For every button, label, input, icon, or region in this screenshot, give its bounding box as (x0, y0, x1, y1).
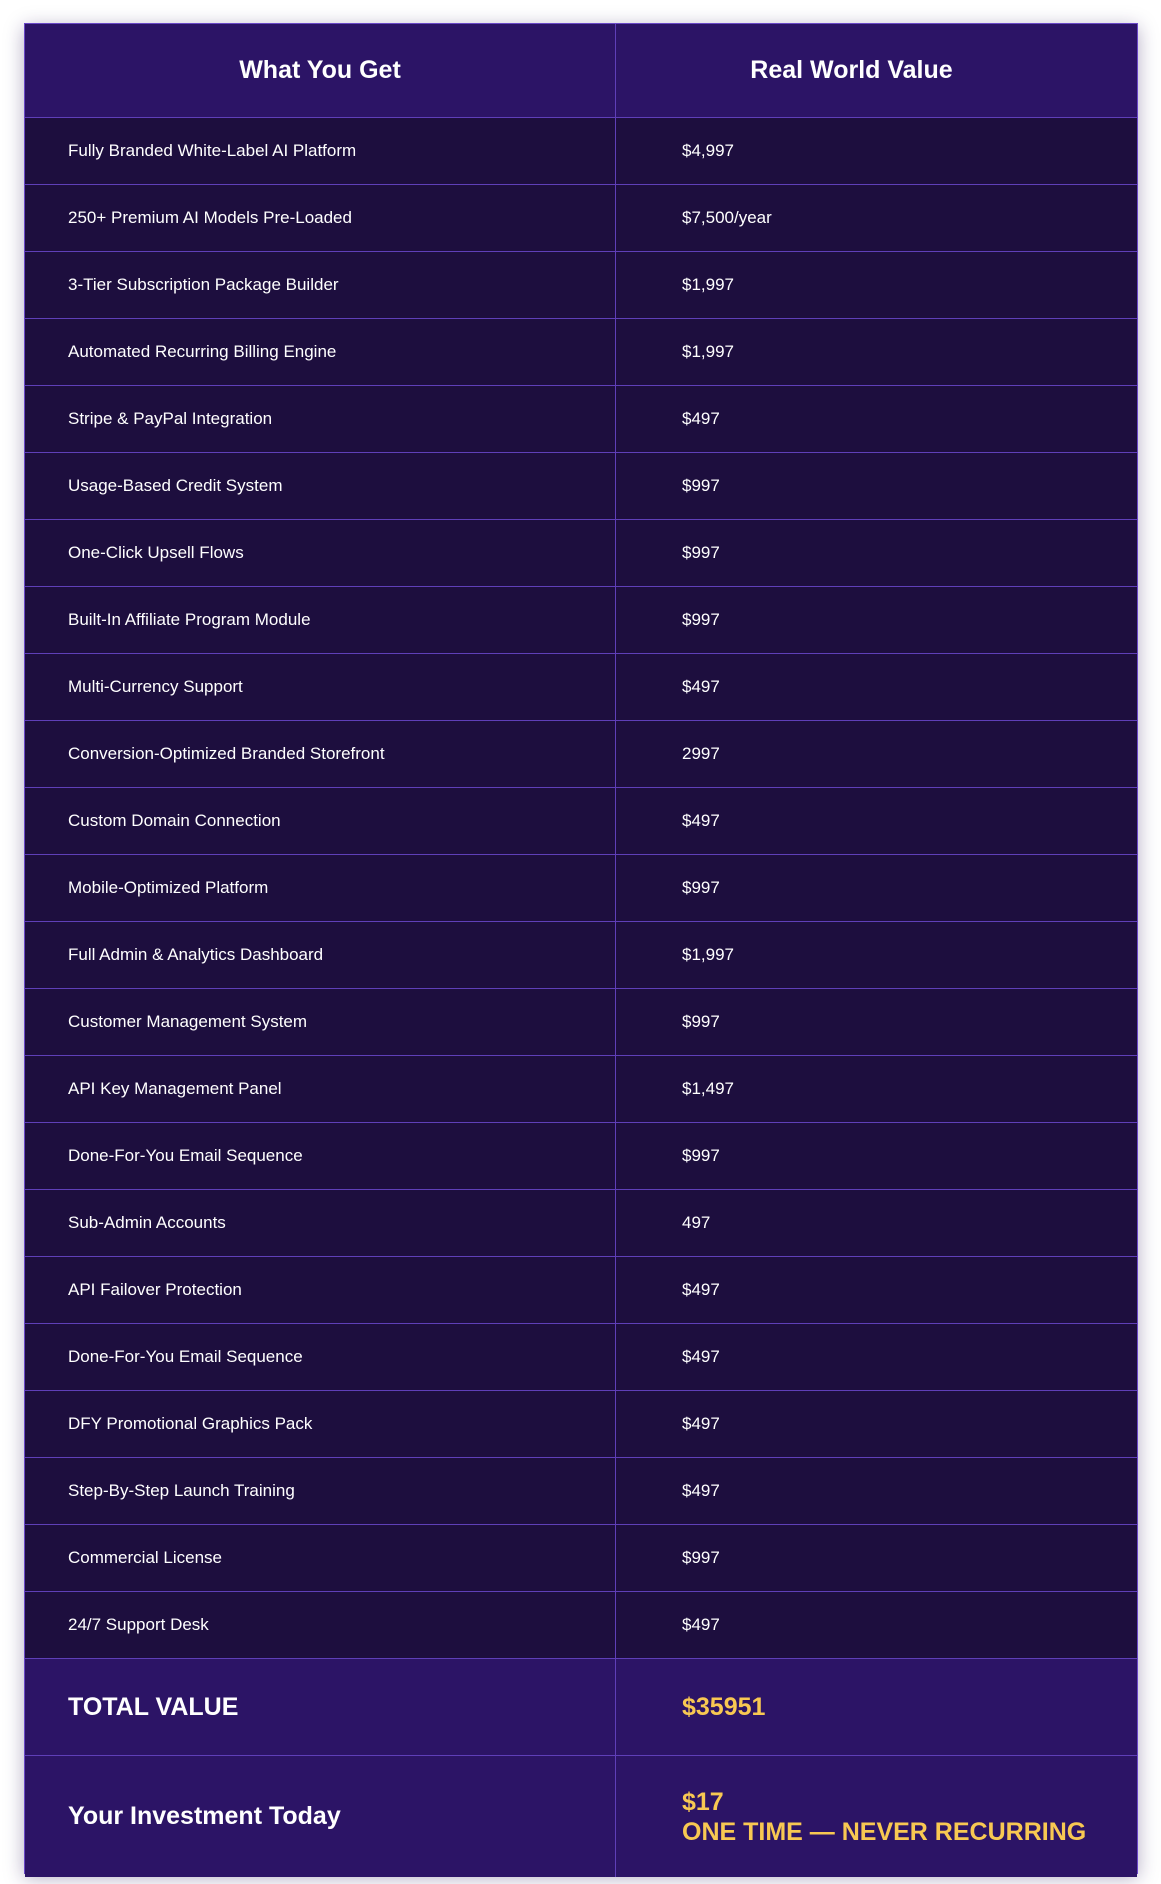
feature-name: Commercial License (25, 1525, 616, 1591)
investment-row (25, 1756, 1137, 1877)
feature-name: API Failover Protection (25, 1257, 616, 1323)
feature-name: Conversion-Optimized Branded Storefront (25, 721, 616, 787)
table-header (25, 24, 1137, 118)
table-row (25, 185, 1137, 252)
table-row (25, 587, 1137, 654)
feature-value: 2997 (682, 744, 720, 763)
feature-name: Done-For-You Email Sequence (25, 1123, 616, 1189)
table-row (25, 386, 1137, 453)
feature-value: $497 (682, 1414, 720, 1433)
feature-name: DFY Promotional Graphics Pack (25, 1391, 616, 1457)
feature-name: 24/7 Support Desk (25, 1592, 616, 1658)
investment-price-block (616, 1756, 1137, 1877)
feature-value: $497 (682, 1481, 720, 1500)
table-row (25, 788, 1137, 855)
table-row (25, 654, 1137, 721)
total-value: $35951 (682, 1692, 766, 1721)
value-table (25, 24, 1137, 1877)
feature-value: $997 (682, 476, 720, 495)
feature-name: 250+ Premium AI Models Pre-Loaded (25, 185, 616, 251)
feature-name: Automated Recurring Billing Engine (25, 319, 616, 385)
investment-label: Your Investment Today (25, 1756, 616, 1877)
feature-value: $7,500/year (682, 208, 772, 227)
feature-name: API Key Management Panel (25, 1056, 616, 1122)
feature-name: Built-In Affiliate Program Module (25, 587, 616, 653)
feature-value: $497 (682, 1280, 720, 1299)
table-row (25, 855, 1137, 922)
table-row (25, 453, 1137, 520)
feature-value: $997 (682, 1146, 720, 1165)
feature-value: $497 (682, 1615, 720, 1634)
feature-name: Multi-Currency Support (25, 654, 616, 720)
feature-value: $1,997 (682, 275, 734, 294)
table-row (25, 989, 1137, 1056)
feature-name: Custom Domain Connection (25, 788, 616, 854)
header-value: Real World Value (750, 56, 953, 84)
feature-name: Stripe & PayPal Integration (25, 386, 616, 452)
feature-value: $997 (682, 543, 720, 562)
feature-value: $997 (682, 878, 720, 897)
table-row (25, 1123, 1137, 1190)
table-row (25, 1324, 1137, 1391)
feature-value: $497 (682, 677, 720, 696)
table-row (25, 520, 1137, 587)
feature-name: Mobile-Optimized Platform (25, 855, 616, 921)
table-row (25, 1592, 1137, 1659)
total-row (25, 1659, 1137, 1756)
table-row (25, 1056, 1137, 1123)
value-stack-card (24, 23, 1138, 1874)
table-row (25, 1190, 1137, 1257)
feature-value: $997 (682, 1012, 720, 1031)
table-row (25, 1391, 1137, 1458)
table-row (25, 319, 1137, 386)
feature-name: Done-For-You Email Sequence (25, 1324, 616, 1390)
feature-name: Fully Branded White-Label AI Platform (25, 118, 616, 184)
feature-value: $1,997 (682, 342, 734, 361)
feature-name: One-Click Upsell Flows (25, 520, 616, 586)
table-row (25, 1257, 1137, 1324)
feature-name: Sub-Admin Accounts (25, 1190, 616, 1256)
feature-name: Step-By-Step Launch Training (25, 1458, 616, 1524)
feature-value: $997 (682, 1548, 720, 1567)
table-row (25, 721, 1137, 788)
feature-value: $497 (682, 1347, 720, 1366)
feature-value: $1,497 (682, 1079, 734, 1098)
total-label: TOTAL VALUE (25, 1659, 616, 1755)
feature-value: $497 (682, 811, 720, 830)
feature-name: 3-Tier Subscription Package Builder (25, 252, 616, 318)
table-row (25, 1458, 1137, 1525)
table-row (25, 118, 1137, 185)
feature-value: $1,997 (682, 945, 734, 964)
feature-value: 497 (682, 1213, 711, 1232)
feature-value: $4,997 (682, 141, 734, 160)
header-feature: What You Get (25, 24, 616, 117)
investment-price: $17 (682, 1787, 724, 1816)
investment-note: ONE TIME — NEVER RECURRING (682, 1817, 1087, 1846)
feature-name: Usage-Based Credit System (25, 453, 616, 519)
item-list (25, 118, 1137, 1659)
feature-value: $997 (682, 610, 720, 629)
table-row (25, 252, 1137, 319)
table-row (25, 922, 1137, 989)
feature-name: Customer Management System (25, 989, 616, 1055)
feature-value: $497 (682, 409, 720, 428)
feature-name: Full Admin & Analytics Dashboard (25, 922, 616, 988)
table-row (25, 1525, 1137, 1592)
